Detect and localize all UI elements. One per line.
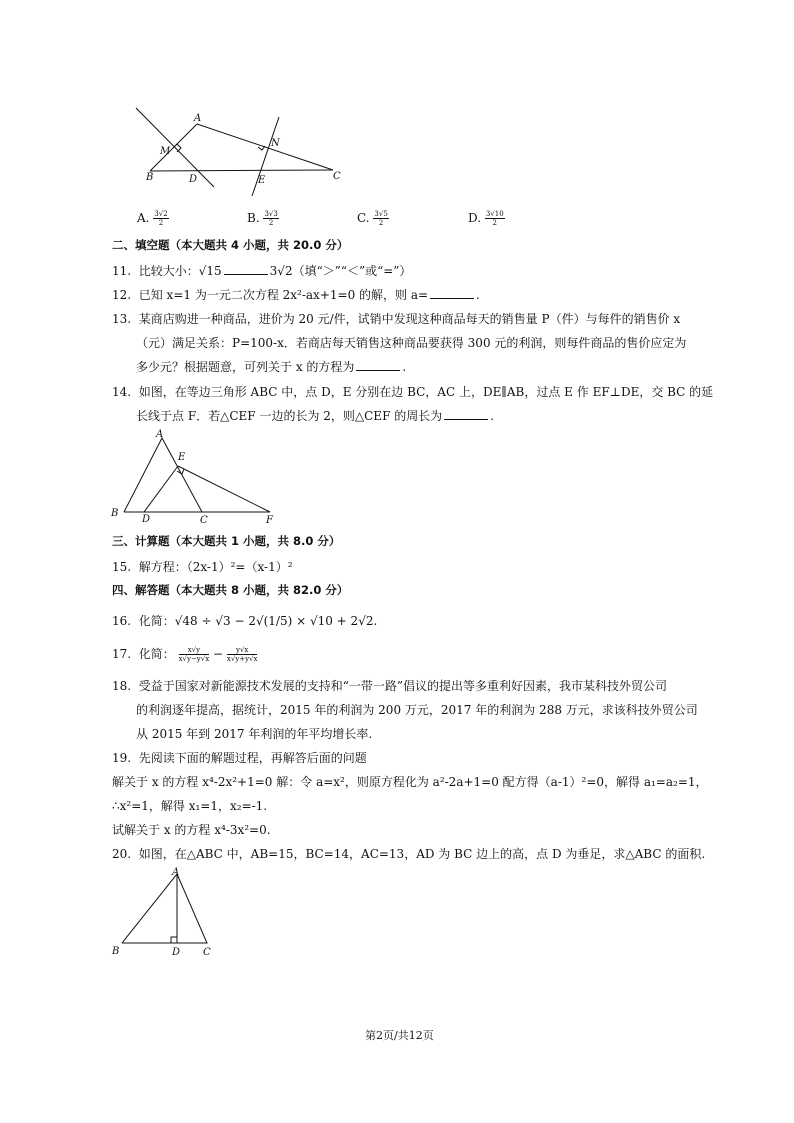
fig1-label-a: A	[194, 113, 202, 124]
option-b: B. $\frac{3√3}{2}$	[247, 210, 278, 227]
answer-blank	[430, 297, 474, 299]
section-title-fill-blank: 二、填空题（本大题共 4 小题，共 20.0 分）	[112, 238, 349, 252]
question-12: 12. 已知 x=1 为一元二次方程 2x²-ax+1=0 的解，则 a= .	[112, 288, 480, 302]
fig1-label-m: M	[160, 146, 171, 157]
fig3-label-c: C	[203, 947, 211, 958]
question-19-line3: ∴x²=1，解得 x₁=1，x₂=-1.	[112, 799, 268, 813]
question-18-line1: 18. 受益于国家对新能源技术发展的支持和“一带一路”倡议的提出等多重利好因素，我市某科技外贸公司	[112, 679, 668, 693]
fig1-label-n: N	[271, 138, 280, 149]
question-14-line2: 长线于点 F．若△CEF 一边的长为 2，则△CEF 的周长为 .	[136, 409, 495, 423]
question-13-line3: 多少元？根据题意，可列关于 x 的方程为 .	[136, 360, 407, 374]
fig3-label-d: D	[172, 947, 181, 958]
question-18-line2: 的利润逐年提高，据统计，2015 年的利润为 200 万元，2017 年的利润为 288 万元，求该科技外贸公司	[136, 703, 698, 717]
question-16: 16. 化简：√48 ÷ √3 − 2√(1/5) × √10 + 2√2.	[112, 614, 378, 628]
question-18-line3: 从 2015 年到 2017 年利润的年平均增长率.	[136, 727, 373, 741]
question-13-line2: （元）满足关系：P=100-x．若商店每天销售这种商品要获得 300 元的利润，则每件商品的售价应定为	[136, 336, 687, 350]
section-title-solutions: 四、解答题（本大题共 8 小题，共 82.0 分）	[112, 583, 349, 597]
fig2-label-a: A	[156, 429, 164, 440]
option-a: A. $\frac{3√2}{2}$	[137, 210, 168, 227]
option-d: D. $\frac{3√10}{2}$	[468, 210, 504, 227]
answer-blank	[356, 369, 400, 371]
question-14-line1: 14. 如图，在等边三角形 ABC 中，点 D，E 分别在边 BC，AC 上，DE∥AB，过点 E 作 EF⊥DE，交 BC 的延	[112, 385, 714, 399]
fig2-label-d: D	[142, 514, 151, 525]
fig1-label-b: B	[146, 172, 154, 183]
question-13-line1: 13. 某商店购进一种商品，进价为 20 元/件，试销中发现这种商品每天的销售量 P（件）与每件的销售价 x	[112, 312, 681, 326]
fig3-label-a: A	[172, 867, 180, 878]
fig1-label-e: E	[258, 175, 266, 186]
fig2-label-f: F	[266, 515, 273, 526]
fig2-label-b: B	[111, 508, 119, 519]
question-19-line2: 解关于 x 的方程 x⁴-2x²+1=0 解：令 a=x²，则原方程化为 a²-2a+1=0 配方得（a-1）²=0，解得 a₁=a₂=1，	[112, 775, 708, 789]
fig3-label-b: B	[112, 946, 120, 957]
fig1-label-d: D	[189, 174, 198, 185]
answer-blank	[444, 418, 488, 420]
answer-blank	[224, 273, 268, 275]
question-20: 20. 如图，在△ABC 中，AB=15，BC=14，AC=13，AD 为 BC 边上的高，点 D 为垂足，求△ABC 的面积.	[112, 847, 706, 861]
option-c: C. $\frac{3√5}{2}$	[357, 210, 388, 227]
page-footer: 第2页/共12页	[365, 1029, 434, 1042]
question-11: 11. 比较大小：√15 3√2（填“＞”“＜”或“=”）	[112, 264, 412, 278]
fig2-label-e: E	[178, 452, 186, 463]
fig1-label-c: C	[333, 171, 341, 182]
question-17: 17. 化简： $\frac{x√y}{x√y-y√x}$ − $\frac{y√x}{x√y+y√x}$	[112, 646, 258, 663]
section-title-calculation: 三、计算题（本大题共 1 小题，共 8.0 分）	[112, 534, 341, 548]
question-19-line1: 19. 先阅读下面的解题过程，再解答后面的问题	[112, 751, 367, 765]
question-19-line4: 试解关于 x 的方程 x⁴-3x²=0.	[112, 823, 271, 837]
question-15: 15. 解方程：（2x-1）²=（x-1）²	[112, 560, 293, 574]
fig2-label-c: C	[200, 515, 208, 526]
